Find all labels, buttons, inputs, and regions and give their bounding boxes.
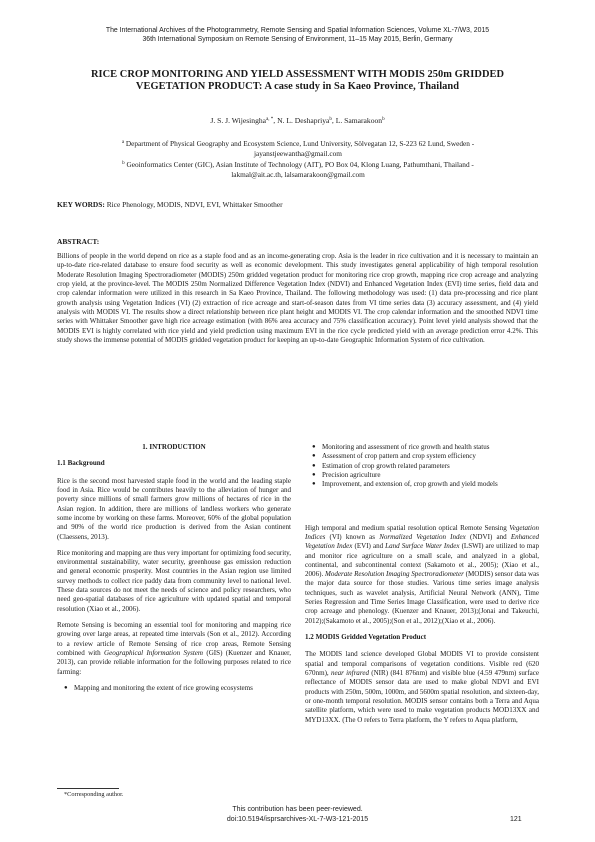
affiliation-b (78, 160, 518, 180)
bullet-list (305, 443, 539, 490)
affiliation-a (78, 139, 518, 159)
doi: doi:10.5194/isprsarchives-XL-7-W3-121-2015 (226, 816, 369, 823)
footnote: *Corresponding author. (64, 791, 124, 798)
list-item: ● Estimation of crop growth related parameters (312, 461, 450, 470)
running-header-line-1: The International Archives of the Photogrammetry, Remote Sensing and Spatial Information Sciences, Volume XL-7/W3, 2015 (105, 27, 490, 34)
abstract-heading: ABSTRACT: (57, 237, 100, 246)
list-item: ● Precision agriculture (312, 470, 381, 479)
title-line-1: RICE CROP MONITORING AND YIELD ASSESSMENT WITH MODIS 250m GRIDDED (90, 69, 505, 80)
bullet-icon: ● (312, 462, 316, 469)
keywords-label: KEY WORDS: (57, 200, 105, 209)
left-column (57, 443, 291, 699)
affiliation-mark: a (121, 140, 125, 145)
paragraph: Rice monitoring and mapping are thus very important for optimizing food security, environmental sustainability, water security, greenhouse gas emission reduction and general economic prosperity. Most countries in the Asian region use limited survey methods to collect rice paddy data from community level to national level. These data sources do not meet the needs of science and policy researchers, who need geo-spatial databases of rice agriculture with updated spatial and temporal resolution (Xiao et al., 2006). (57, 548, 291, 613)
affiliation-text: Department of Physical Geography and Ecosystem Science, Lund University, Sölvegatan 12, S-223 62 Lund, Sweden - (125, 139, 475, 148)
footnote-rule (57, 788, 119, 789)
paper-title (40, 69, 555, 93)
author-name: N. L. Deshapriya (277, 116, 330, 125)
title-line-2: VEGETATION PRODUCT: A case study in Sa Kaeo Province, Thailand (135, 81, 460, 93)
bullet-icon: ● (312, 481, 316, 488)
author-list: J. S. J. Wijesingha$^{a, *}$, N. L. Deshapriya$^b$, L. Samarakoon$^b$ (210, 116, 385, 125)
running-header-line-2: 36th International Symposium on Remote Sensing of Environment, 11–15 May 2015, Berlin, Germany (142, 36, 453, 43)
paragraph: The MODIS land science developed Global MODIS VI to provide consistent spatial and temporal comparisons of vegetation conditions. Visible red (620 670nm), near infrared (NIR) (841 876nm) and visible blue (4.59 479nm) surface reflectance of MODIS sensor data are used to make global NDVI and EVI products with 250m, 500m, 1000m, and 5600m spatial resolution, and sixteen-day, or one-month temporal resolution. MODIS sensor contains both a Terra and Aqua satellite platform, which were used to make vegetation products MOD13XX and MYD13XX. (The O refers to Terra platform, the Y refers to Aqua platform, (305, 650, 539, 724)
subsection-heading-modis: 1.2 MODIS Gridded Vegetation Product (305, 633, 427, 641)
list-item: ● Assessment of crop pattern and crop system efficiency (312, 452, 476, 461)
author-mark: a, * (266, 117, 274, 122)
section-heading-introduction: 1. INTRODUCTION (142, 443, 206, 451)
affiliation-email: lakmal@ait.ac.th, lalsamarakoon@gmail.com (231, 170, 365, 180)
bullet-icon: ● (312, 453, 316, 460)
affiliation-email: jayanstjeewantha@gmail.com (254, 149, 342, 159)
bullet-list (57, 684, 291, 693)
paragraph: Remote Sensing is becoming an essential tool for monitoring and mapping rice growing over large areas, at repeated time intervals (Son et al., 2012). According to a review article of Remote Sensing of rice crop areas, Remote Sensing combined with Geographical Information System (GIS) (Kuenzer and Knauer, 2013), can provide reliable information for the following purposes related to rice farming: (57, 621, 292, 676)
page-number: 121 (510, 816, 522, 823)
subsection-heading-background: 1.1 Background (57, 459, 105, 468)
abstract-text: Billions of people in the world depend on rice as a staple food and as an income-generating crop. Asia is the leader in rice cultivation and it is necessary to maintain an up-to-date rice-related database to ensure food security as well as economic development. This study investigates general applicability of high temporal resolution Moderate Resolution Imaging Spectroradiometer (MODIS) 250m gridded vegetation product for monitoring rice crop growth, mapping rice crop acreage and analyzing crop yield, at the province-level. The MODIS 250m Normalized Difference Vegetation Index (NDVI) and Enhanced Vegetation Index (EVI) time series, field data and crop calendar information were utilized in this research in Sa Kaeo Province, Thailand. The following methodology was used: (1) data pre-processing and rice plant growth analysis using Vegetation Indices (VI) (2) extraction of rice acreage and start-of-season dates from VI time series data (3) accuracy assessment, and (4) yield analysis with MODIS VI. The results show a direct relationship between rice plant height and MODIS VI. The crop calendar information and the smoothed NDVI time series with Whittaker Smoother gave high rice acreage estimation (with 86% area accuracy and 75% classification accuracy). Point level yield analysis showed that the MODIS EVI is highly correlated with rice yield and yield prediction using maximum EVI in the rice cycle predicted yield with an average prediction error 4.2%. This study shows the immense potential of MODIS gridded vegetation product for keeping an up-to-date Geographic Information System of rice cultivation. (57, 252, 538, 344)
list-item: ● Monitoring and assessment of rice growth and health status (312, 443, 490, 451)
paragraph: High temporal and medium spatial resolution optical Remote Sensing Vegetation Indices (VI) known as Normalized Vegetation Index (NDVI) and Enhanced Vegetation Index (EVI) and Land Surface Water Index (LSWI) are utilized to map and monitor rice agriculture on a small scale, and analyzed in a global, continental, and subcontinental context (Sakamoto et al., 2005); (Xiao et al., 2006). Moderate Resolution Imaging Spectroradiometer (MODIS) sensor data was the major data source for those studies. Various time series image analysis techniques, such as wavelet analysis, Artificial Neural Network (ANN), Time Series Regression and Time Series Image Classification, were used to derive rice crop acreage and phenology. (Kuenzer and Knauer, 2013);(Jonai and Takeuchi, 2012);(Sakamoto et al., 2005);(Son et al., 2012);(Xiao et al., 2006). (305, 523, 540, 625)
affiliation-text: Geoinformatics Center (GIC), Asian Institute of Technology (AIT), PO Box 04, Klong Luang, Pathumthani, Thailand - (126, 160, 474, 169)
affiliation-mark: b (122, 161, 125, 166)
author-mark: b (382, 117, 385, 122)
author-name: J. S. J. Wijesingha (210, 116, 267, 125)
author-name: L. Samarakoon (335, 116, 383, 125)
keywords-text: Rice Phenology, MODIS, NDVI, EVI, Whittaker Smoother (106, 200, 283, 209)
keywords (57, 200, 283, 209)
bullet-icon: ● (312, 444, 316, 450)
bullet-icon: ● (64, 684, 68, 691)
bullet-icon: ● (312, 471, 316, 478)
paragraph: Rice is the second most harvested staple food in the world and the leading staple food in Asia. Rice would be contributes heavily to the alleviation of hunger and poverty since millions of small farmers grow millions of hectares of rice in the Asian region. In addition, there are millions of landless workers who generate some income by working on these farms. Moreover, 60% of the global population and 90% of the world rice production is derived from the Asian continent (Claessens, 2013). (57, 476, 291, 541)
list-item: ● Mapping and monitoring the extent of rice growing ecosystems (64, 683, 253, 692)
author-mark: b (329, 117, 332, 122)
peer-review-note: This contribution has been peer-reviewed. (232, 806, 363, 813)
list-item: ● Improvement, and extension of, crop growth and yield models (312, 480, 498, 489)
right-column (305, 443, 539, 732)
